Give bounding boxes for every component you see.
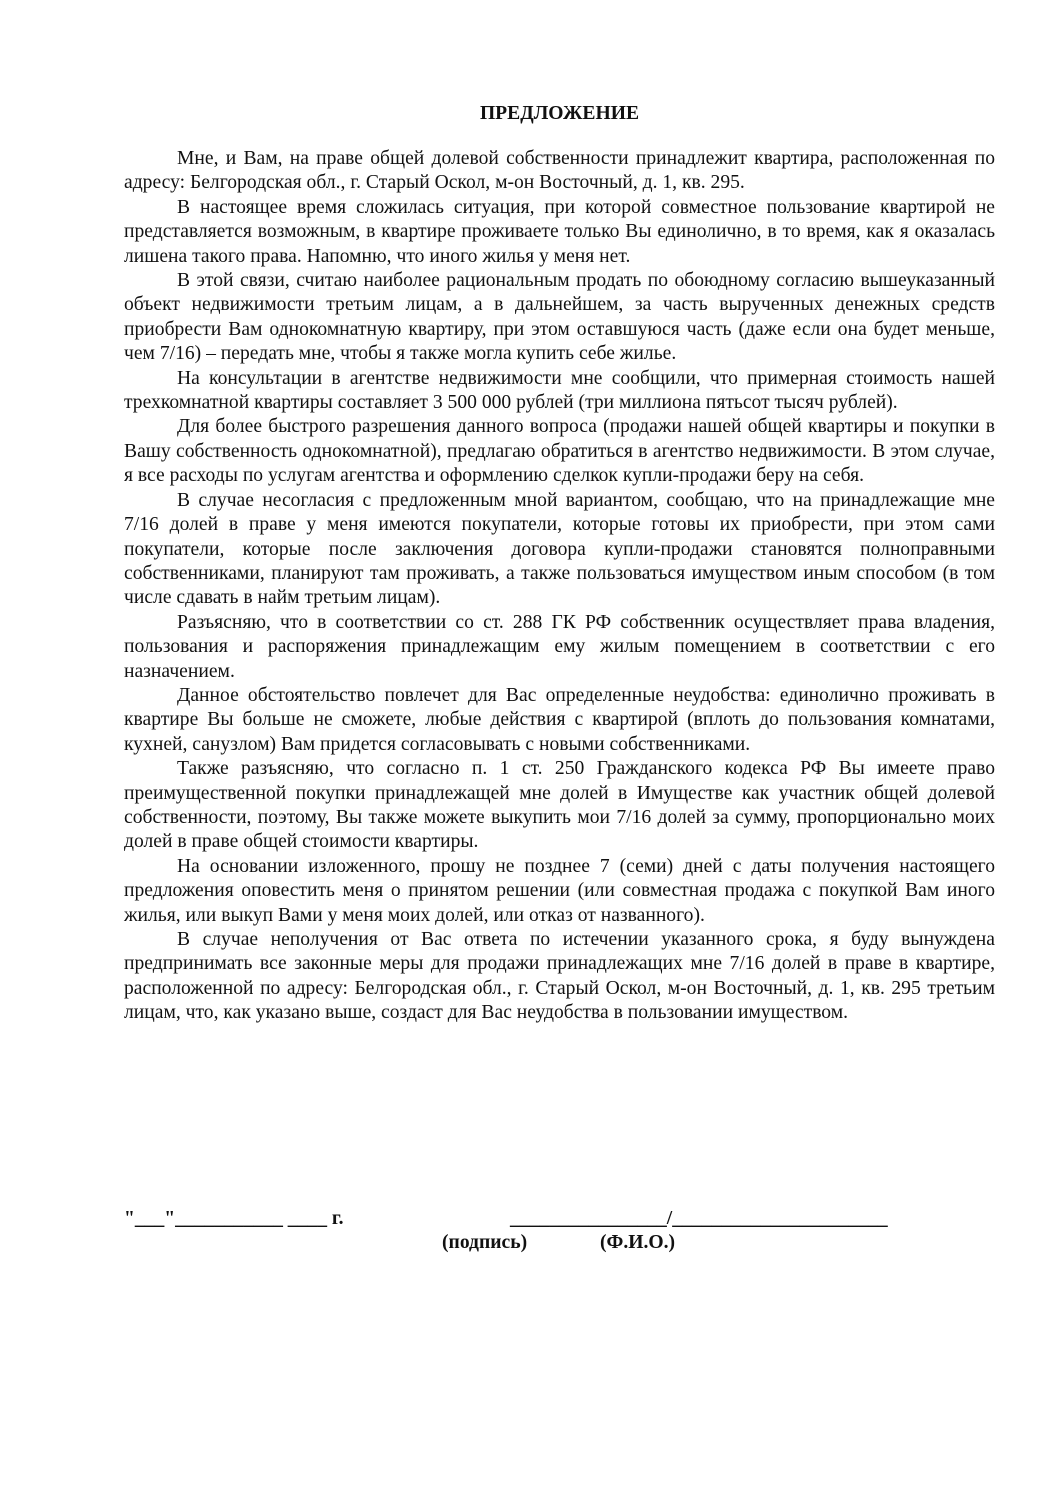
paragraph-ownership: Мне, и Вам, на праве общей долевой собственности принадлежит квартира, расположенная по адресу: Белгородская обл., г. Старый Оскол, м-он Восточный, д. 1, кв. 295. <box>124 148 995 194</box>
paragraph-article-250: Также разъясняю, что согласно п. 1 ст. 250 Гражданского кодекса РФ Вы имеете право преимущественной покупки принадлежащей мне долей в Имуществе как участник общей долевой собственности, поэтому, Вы также можете выкупить мои 7/16 долей за сумму, пропорционально моих долей в праве общей стоимости квартиры. <box>124 758 995 853</box>
paragraph-situation: В настоящее время сложилась ситуация, при которой совместное пользование квартирой не представляется возможным, в квартире проживаете только Вы единолично, в то время, как я оказалась лишена такого права. Напомню, что иного жилья у меня нет. <box>124 196 995 267</box>
paragraph-agency: Для более быстрого разрешения данного вопроса (продажи нашей общей квартиры и покупки в Вашу собственность однокомнатной), предлагаю обратиться в агентство недвижимости. В этом случае, я все расходы по услугам агентства и оформлению сделкок купли-продажи беру на себя. <box>124 416 995 487</box>
full-name-label: (Ф.И.О.) <box>600 1232 676 1253</box>
paragraph-valuation: На консультации в агентстве недвижимости мне сообщили, что примерная стоимость нашей трехкомнатной квартиры составляет 3 500 000 рублей (три миллиона пятьсот тысяч рублей). <box>124 367 995 414</box>
document-title: ПРЕДЛОЖЕНИЕ <box>479 103 640 124</box>
paragraph-deadline: На основании изложенного, прошу не позднее 7 (семи) дней с даты получения настоящего предложения оповестить меня о принятом решении (или совместная продажа с покупкой Вам иного жилья, или выкуп Вами у меня моих долей, или отказ от названного). <box>124 855 995 926</box>
signature-label: (подпись) <box>442 1232 528 1253</box>
paragraph-inconvenience: Данное обстоятельство повлечет для Вас определенные неудобства: единолично проживать в квартире Вы больше не сможете, любые действия с квартирой (вплоть до пользования комнатами, кухней, санузлом) Вам придется согласовывать с новыми собственниками. <box>124 684 995 755</box>
paragraph-proposal: В этой связи, считаю наиболее рациональным продать по обоюдному согласию вышеуказанный объект недвижимости третьим лицам, а в дальнейшем, за часть вырученных денежных средств приобрести Вам однокомнатную квартиру, при этом оставшуюся часть (даже если она будет меньше, чем 7/16) – передать мне, чтобы я также могла купить себе жилье. <box>124 270 995 365</box>
document-page <box>124 100 995 1026</box>
paragraph-article-288: Разъясняю, что в соответствии со ст. 288 ГК РФ собственник осуществляет права владения, пользования и распоряжения принадлежащим ему жилым помещением в соответствии с его назначением. <box>124 611 995 682</box>
date-line: "___"___________ ____ г. <box>124 1208 344 1229</box>
paragraph-disagreement: В случае несогласия с предложенным мной вариантом, сообщаю, что на принадлежащие мне 7/16 долей в праве у меня имеются покупатели, которые готовы их приобрести, при этом сами покупатели, которые после заключения договора купли-продажи становятся полноправными собственниками, планируют там проживать, а также пользоваться имуществом иным способом (в том числе сдавать в найм третьим лицам). <box>124 489 995 609</box>
signature-line: ________________/______________________ <box>510 1208 888 1229</box>
signature-block <box>124 1208 995 1268</box>
paragraph-consequences: В случае неполучения от Вас ответа по истечении указанного срока, я буду вынуждена предпринимать все законные меры для продажи принадлежащих мне 7/16 долей в праве в квартире, расположенной по адресу: Белгородская обл., г. Старый Оскол, м-он Восточный, д. 1, кв. 295 третьим лицам, что, как указано выше, создаст для Вас неудобства в пользовании имуществом. <box>124 929 995 1024</box>
